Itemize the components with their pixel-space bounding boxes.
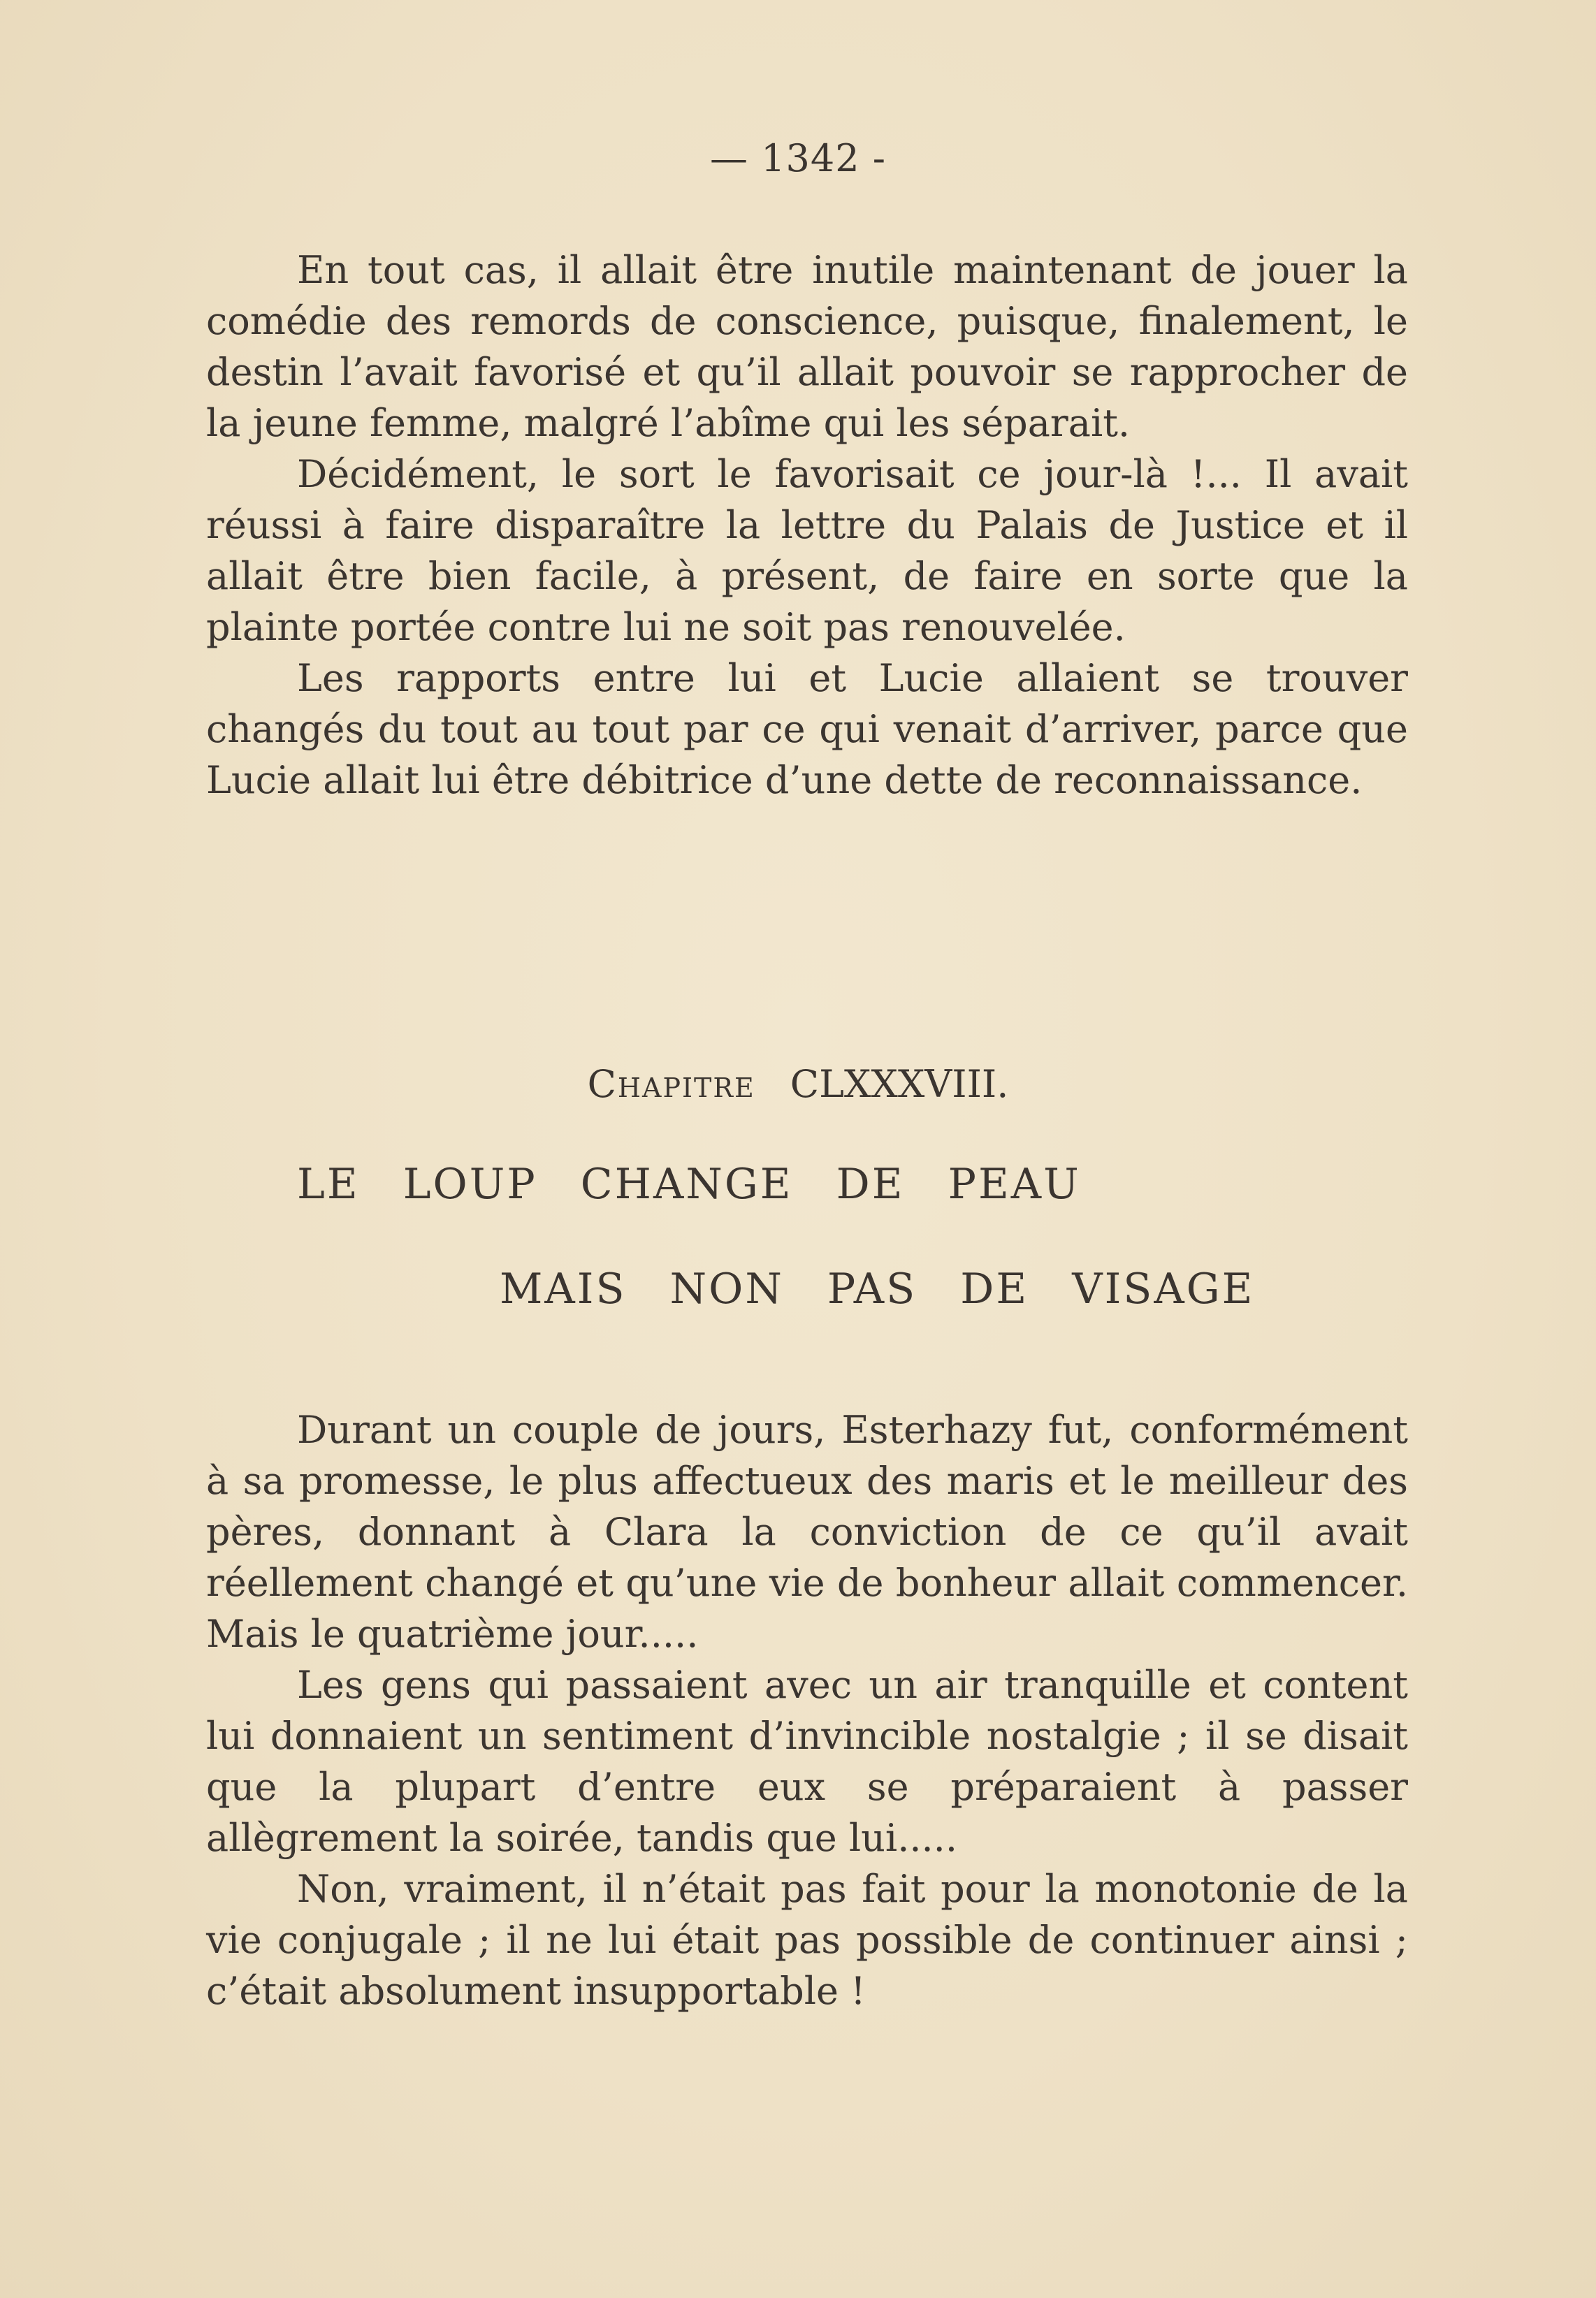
chapter-number: CLXXXVIII. (790, 1062, 1009, 1106)
chapter-title-line-2: MAIS NON PAS DE VISAGE (500, 1265, 1255, 1314)
paragraph: Les gens qui passaient avec un air tranquille et content lui donnaient un sentiment d’invincible nostalgie ; il se disait que la plupart d’entre eux se préparaient à passer allègrement la soirée, tandis que lui..... (206, 1663, 1408, 1860)
page-number: — 1342 - (709, 136, 886, 180)
paragraph: En tout cas, il allait être inutile maintenant de jouer la comédie des remords de conscience, puisque, finalement, le destin l’avait favorisé et qu’il allait pouvoir se rapprocher de la jeune femme, malgré l’abîme qui les séparait. (206, 248, 1408, 445)
chapter-heading (0, 1062, 1596, 1106)
paragraph: Décidément, le sort le favorisait ce jour-là !... Il avait réussi à faire disparaître la lettre du Palais de Justice et il allait être bien facile, à présent, de faire en sorte que la plainte portée contre lui ne soit pas renouvelée. (206, 452, 1408, 649)
paragraph: Durant un couple de jours, Esterhazy fut, conformément à sa promesse, le plus affectueux des maris et le meilleur des pères, donnant à Clara la conviction de ce qu’il avait réellement changé et qu’une vie de bonheur allait commencer. Mais le quatrième jour..... (206, 1408, 1408, 1656)
chapter-label: Chapitre (587, 1062, 755, 1106)
paragraph: Les rapports entre lui et Lucie allaient se trouver changés du tout au tout par ce qui venait d’arriver, parce que Lucie allait lui être débitrice d’une dette de reconnaissance. (206, 656, 1408, 802)
paragraph: Non, vraiment, il n’était pas fait pour la monotonie de la vie conjugale ; il ne lui était pas possible de continuer ainsi ; c’était absolument insupportable ! (206, 1867, 1408, 2013)
text-block-top (206, 245, 1408, 806)
text-block-bottom (206, 1404, 1408, 2016)
chapter-title-line-1: LE LOUP CHANGE DE PEAU (297, 1160, 1081, 1209)
